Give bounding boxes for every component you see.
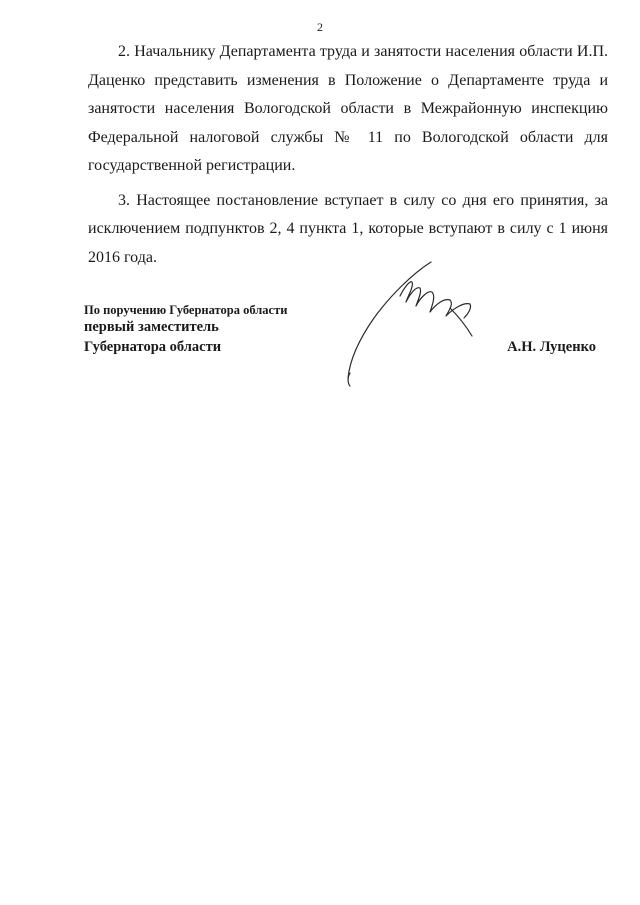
signature-main-stroke: [348, 262, 431, 386]
signer-name: А.Н. Луценко: [507, 339, 596, 355]
handwritten-signature: [340, 256, 480, 388]
paragraph-3: 3. Настоящее постановление вступает в силу со дня его принятия, за исключением подпунктов 2, 4 пункта 1, которые вступают в силу с 1 июня 2016 года.: [88, 191, 608, 266]
signature-authority-line: По поручению Губернатора области: [84, 303, 288, 317]
paragraph-2: 2. Начальнику Департамента труда и занятости населения области И.П. Даценко представить изменения в Положение о Департаменте труда и занятости населения Вологодской области в Межрайонную инспекцию Федеральной налоговой службы № 11 по Вологодской области для государственной регистрации.: [88, 43, 608, 174]
page-number: 2: [317, 20, 323, 34]
signer-title-line-1: первый заместитель: [84, 319, 219, 335]
signature-loops-stroke: [400, 282, 471, 318]
signer-title-line-2: Губернатора области: [84, 339, 222, 355]
document-body: [88, 38, 608, 272]
